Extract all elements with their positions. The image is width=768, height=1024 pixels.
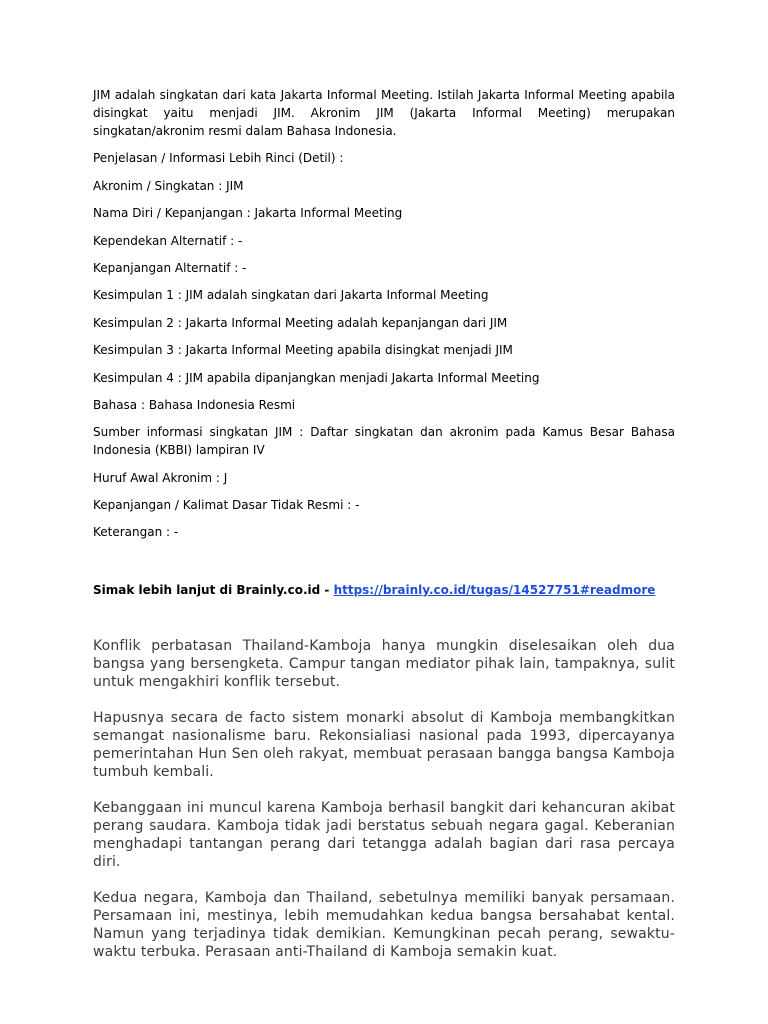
- article-paragraph: Kedua negara, Kamboja dan Thailand, sebetulnya memiliki banyak persamaan. Persamaan ini, mestinya, lebih memudahkan kedua bangsa bersahabat kental. Namun yang terjadinya tidak demikian. Kemungkinan pecah perang, sewaktu-waktu terbuka. Perasaan anti-Thailand di Kamboja semakin kuat.: [93, 890, 675, 960]
- article-paragraph: Hapusnya secara de facto sistem monarki absolut di Kamboja membangkitkan semangat nasionalisme baru. Rekonsialiasi nasional pada 1993, dipercayanya pemerintahan Hun Sen oleh rakyat, membuat perasaan bangga bangsa Kamboja tumbuh kembali.: [93, 710, 675, 780]
- detail-line: Kesimpulan 1 : JIM adalah singkatan dari Jakarta Informal Meeting: [93, 288, 489, 303]
- intro-paragraph: JIM adalah singkatan dari kata Jakarta Informal Meeting. Istilah Jakarta Informal Meeting apabila disingkat yaitu menjadi JIM. Akronim JIM (Jakarta Informal Meeting) merupakan singkatan/akronim resmi dalam Bahasa Indonesia.: [93, 88, 675, 138]
- detail-line: Kepanjangan Alternatif : -: [93, 260, 247, 275]
- detail-line: Kependekan Alternatif : -: [93, 233, 243, 248]
- article-paragraph: Kebanggaan ini muncul karena Kamboja berhasil bangkit dari kehancuran akibat perang saudara. Kamboja tidak jadi berstatus sebuah negara gagal. Keberanian menghadapi tantangan perang dari tetangga adalah bagian dari rasa percaya diri.: [93, 800, 675, 870]
- detail-line: Sumber informasi singkatan JIM : Daftar singkatan dan akronim pada Kamus Besar Bahasa Indonesia (KBBI) lampiran IV: [93, 425, 675, 458]
- detail-line: Akronim / Singkatan : JIM: [93, 178, 244, 193]
- acronym-section: [93, 86, 675, 608]
- detail-line: Kesimpulan 4 : JIM apabila dipanjangkan menjadi Jakarta Informal Meeting: [93, 370, 540, 385]
- source-line: [93, 581, 675, 599]
- article-section: [93, 637, 675, 979]
- article-paragraph: Konflik perbatasan Thailand-Kamboja hanya mungkin diselesaikan oleh dua bangsa yang bersengketa. Campur tangan mediator pihak lain, tampaknya, sulit untuk mengakhiri konflik tersebut.: [93, 638, 675, 690]
- detail-line: Huruf Awal Akronim : J: [93, 470, 228, 485]
- detail-line: Keterangan : -: [93, 525, 179, 540]
- detail-line: Nama Diri / Kepanjangan : Jakarta Informal Meeting: [93, 206, 403, 221]
- detail-line: Kesimpulan 3 : Jakarta Informal Meeting apabila disingkat menjadi JIM: [93, 343, 513, 358]
- spacer: [93, 551, 675, 581]
- detail-line: Kepanjangan / Kalimat Dasar Tidak Resmi : -: [93, 498, 360, 513]
- detail-line: Kesimpulan 2 : Jakarta Informal Meeting adalah kepanjangan dari JIM: [93, 315, 508, 330]
- detail-line: Penjelasan / Informasi Lebih Rinci (Detil) :: [93, 151, 344, 166]
- brainly-link[interactable]: https://brainly.co.id/tugas/14527751#readmore: [333, 582, 656, 597]
- detail-line: Bahasa : Bahasa Indonesia Resmi: [93, 397, 296, 412]
- source-prefix: Simak lebih lanjut di Brainly.co.id -: [93, 582, 334, 597]
